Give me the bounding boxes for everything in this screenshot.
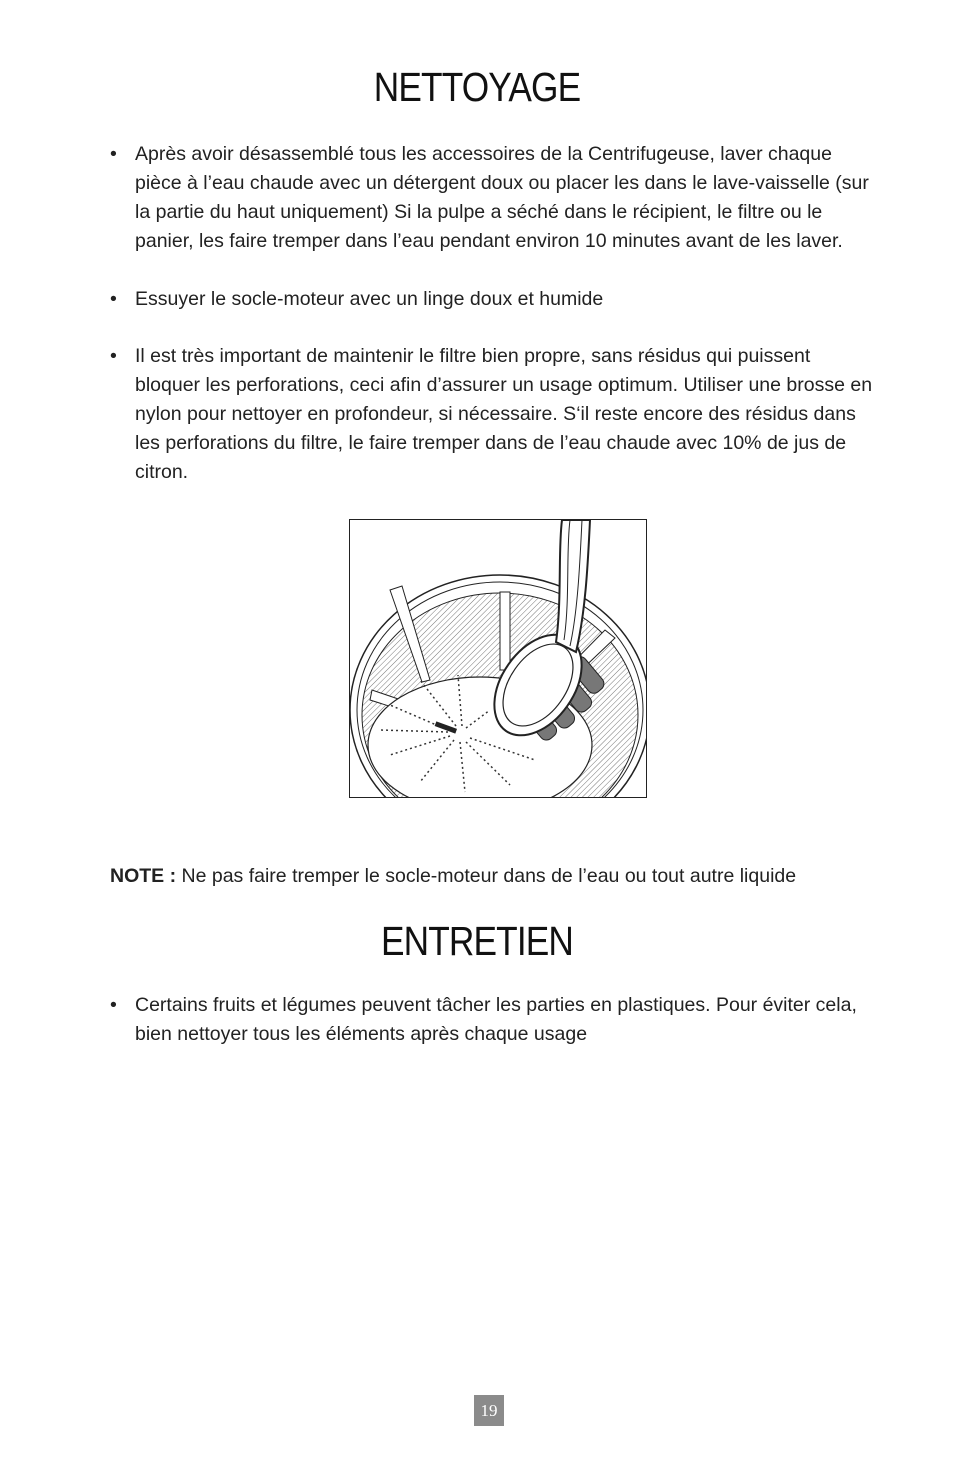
- note-text: Ne pas faire tremper le socle-moteur dans de l’eau ou tout autre liquide: [176, 865, 797, 887]
- list-item: [110, 285, 880, 314]
- section-title-nettoyage: NETTOYAGE: [373, 64, 581, 110]
- bullet-icon: •: [110, 994, 117, 1016]
- list-item: [110, 991, 880, 1049]
- note-paragraph: [110, 862, 796, 891]
- list-item-text: Essuyer le socle-moteur avec un linge doux et humide: [135, 288, 604, 310]
- list-item-text: Certains fruits et légumes peuvent tâcher les parties en plastiques. Pour éviter cela, bien nettoyer tous les éléments après chaque usage: [135, 994, 857, 1045]
- bullet-icon: •: [110, 345, 117, 367]
- filter-cleaning-illustration: [349, 519, 647, 798]
- list-item-text: Après avoir désassemblé tous les accessoires de la Centrifugeuse, laver chaque pièce à l’eau chaude avec un détergent doux ou placer les dans le lave-vaisselle (sur la partie du haut uniquement) Si la pulpe a séché dans le récipient, le filtre ou le panier, les faire tremper dans l’eau pendant environ 10 minutes avant de les laver.: [135, 143, 869, 252]
- list-item-text: Il est très important de maintenir le filtre bien propre, sans résidus qui puissent bloquer les perforations, ceci afin d’assurer un usage optimum. Utiliser une brosse en nylon pour nettoyer en profondeur, si nécessaire. S‘il reste encore des résidus dans les perforations du filtre, le faire tremper dans de l’eau chaude avec 10% de jus de citron.: [135, 345, 873, 483]
- note-label: NOTE :: [110, 865, 177, 887]
- bullet-icon: •: [110, 288, 117, 310]
- brush-cleaning-filter-icon: [350, 520, 646, 797]
- list-item: [110, 140, 880, 256]
- list-item: [110, 342, 880, 487]
- page-number: 19: [474, 1395, 504, 1426]
- section-title-entretien: ENTRETIEN: [380, 918, 574, 964]
- bullet-icon: •: [110, 143, 117, 165]
